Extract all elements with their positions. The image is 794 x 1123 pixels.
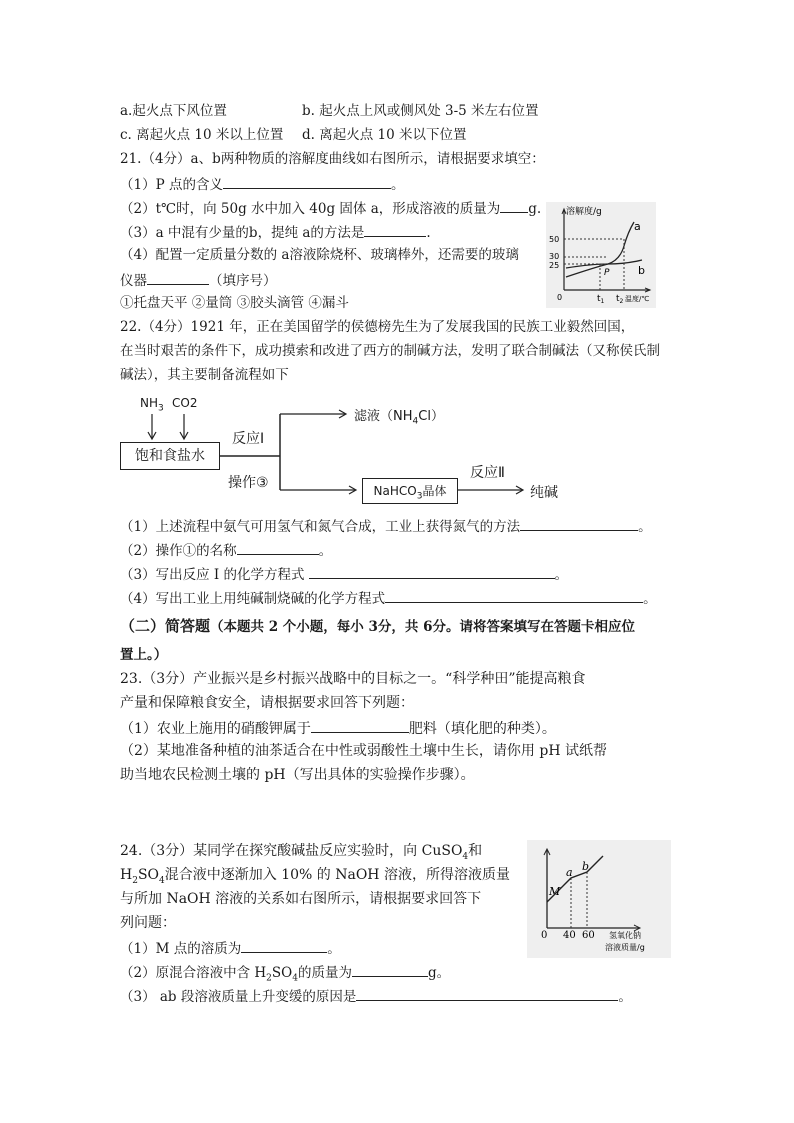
flow-operation3: 操作③ bbox=[228, 475, 269, 491]
q21-part2 bbox=[120, 198, 541, 218]
flow-co2: CO2 bbox=[172, 396, 198, 410]
tick-40: 40 bbox=[563, 930, 576, 941]
q23-part2a: （2）某地准备种植的油茶适合在中性或弱酸性土壤中生长，请你用 pH 试纸帮 bbox=[120, 743, 607, 759]
q24-part2: （2）原混合溶液中含 $H_2SO_4$的质量为 g。 bbox=[120, 962, 450, 988]
label-b: b bbox=[638, 264, 645, 277]
flow-brine-box: 饱和食盐水 bbox=[120, 442, 220, 470]
label-point-a: a bbox=[566, 866, 573, 879]
q22-part1-blank[interactable] bbox=[520, 516, 638, 531]
q22-part2-end: 。 bbox=[318, 543, 333, 559]
q23-stem1: 23.（3分）产业振兴是乡村振兴战略中的目标之一。“科学种田”能提高粮食 bbox=[120, 671, 586, 687]
q24-part1-end: 。 bbox=[327, 941, 341, 957]
tick-50: 50 bbox=[549, 235, 560, 244]
option-c: c. 离起火点 10 米以上位置 bbox=[120, 127, 284, 143]
q24-part1-blank[interactable] bbox=[241, 938, 327, 953]
section2-heading bbox=[120, 615, 635, 638]
section2-note2: 置上。） bbox=[120, 647, 168, 663]
q21-part1-text: （1）P 点的含义 bbox=[120, 177, 223, 193]
flow-diagram bbox=[110, 392, 590, 510]
label-p: P bbox=[604, 268, 610, 278]
solubility-graph bbox=[546, 202, 656, 308]
origin-label: 0 bbox=[557, 293, 563, 302]
flow-crystal-box: NaHCO$_3$晶体 bbox=[362, 478, 458, 504]
q21-part4b-blank[interactable] bbox=[147, 270, 209, 285]
q21-part4b-end: （填序号） bbox=[209, 273, 277, 289]
q21-part2-text: （2）t℃时，向 50g 水中加入 40g 固体 a，形成溶液的质量为 bbox=[120, 201, 501, 217]
solubility-ylabel: 溶解度/g bbox=[566, 207, 602, 217]
q22-stem2: 在当时艰苦的条件下，成功摸索和改进了西方的制碱方法，发明了联合制碱法（又称侯氏制 bbox=[120, 343, 660, 359]
q24-part3-text: （3） ab 段溶液质量上升变缓的原因是 bbox=[120, 989, 357, 1005]
q21-part4b-text: 仪器 bbox=[120, 273, 147, 289]
q22-stem3: 碱法），其主要制备流程如下 bbox=[120, 367, 289, 383]
q23-part1-blank[interactable] bbox=[311, 718, 409, 733]
q21-part2-end: g. bbox=[528, 201, 542, 217]
tick-30: 30 bbox=[549, 252, 560, 261]
q24-part1-text: （1）M 点的溶质为 bbox=[120, 941, 242, 957]
q21-part3 bbox=[120, 222, 431, 242]
q22-part2 bbox=[120, 540, 332, 560]
naoh-graph-svg bbox=[527, 840, 671, 958]
q23-part1-text: （1）农业上施用的硝酸钾属于 bbox=[120, 721, 311, 737]
t2-label: $t_2$ bbox=[616, 294, 624, 305]
naoh-origin: 0 bbox=[541, 930, 548, 941]
q24-stem3: 与所加 NaOH 溶液的关系如右图所示，请根据要求回答下 bbox=[120, 891, 482, 907]
label-m: M bbox=[549, 885, 561, 898]
q22-part4 bbox=[120, 588, 657, 608]
q21-part3-end: . bbox=[426, 225, 431, 241]
q21-part1-blank[interactable] bbox=[223, 174, 391, 189]
q23-part1-end: 肥料（填化肥的种类）。 bbox=[408, 721, 556, 737]
q21-part4a: （4）配置一定质量分数的 a溶液除烧杯、玻璃棒外，还需要的玻璃 bbox=[120, 247, 519, 263]
q22-part4-blank[interactable] bbox=[385, 588, 643, 603]
t1-label: $t_1$ bbox=[597, 294, 605, 305]
q24-stem2: $H_2SO_4$混合液中逐渐加入 10% 的 NaOH 溶液，所得溶液质量 bbox=[120, 867, 510, 886]
option-a: a.起火点下风位置 bbox=[120, 103, 227, 119]
q21-part1 bbox=[120, 174, 404, 194]
q22-part4-text: （4）写出工业上用纯碱制烧碱的化学方程式 bbox=[120, 591, 386, 607]
option-b: b. 起火点上风或侧风处 3-5 米左右位置 bbox=[302, 103, 539, 119]
q24-stem1: 24.（3分）某同学在探究酸碱盐反应实验时，向 CuSO$_4$和 bbox=[120, 843, 483, 862]
solubility-graph-svg bbox=[546, 202, 656, 308]
label-point-b: b bbox=[582, 860, 590, 873]
naoh-xlabel1: 氢氧化钠 bbox=[609, 931, 641, 940]
q22-part3 bbox=[120, 564, 568, 584]
q23-part2b: 助当地农民检测土壤的 pH（写出具体的实验操作步骤）。 bbox=[120, 767, 475, 783]
flow-reaction1: 反应Ⅰ bbox=[232, 431, 265, 447]
q22-part3-text: （3）写出反应 I 的化学方程式 bbox=[120, 567, 305, 583]
flow-reaction2: 反应Ⅱ bbox=[470, 465, 505, 481]
q24-part3-blank[interactable] bbox=[356, 986, 618, 1001]
q24-part1 bbox=[120, 938, 341, 958]
q21-part3-blank[interactable] bbox=[364, 222, 426, 237]
q21-choices: ①托盘天平 ②量筒 ③胶头滴管 ④漏斗 bbox=[120, 295, 349, 311]
section2-note: （本题共 2 个小题，每小 3分，共 6分。请将答案填写在答题卡相应位 bbox=[210, 619, 635, 635]
q22-stem1: 22.（4分）1921 年，正在美国留学的侯德榜先生为了发展我国的民族工业毅然回国， bbox=[120, 319, 635, 335]
q23-stem2: 产量和保障粮食安全，请根据要求回答下列题： bbox=[120, 695, 414, 711]
q22-part1-text: （1）上述流程中氨气可用氢气和氮气合成，工业上获得氮气的方法 bbox=[120, 519, 521, 535]
naoh-xlabel2: 溶液质量/g bbox=[605, 943, 645, 952]
flow-filtrate: 滤液$(NH_4Cl)$ bbox=[354, 409, 444, 427]
q22-part3-blank[interactable] bbox=[309, 564, 555, 579]
q21-part4b bbox=[120, 270, 277, 290]
tick-25: 25 bbox=[549, 261, 560, 270]
naoh-graph bbox=[527, 840, 671, 958]
q22-part2-text: （2）操作①的名称 bbox=[120, 543, 237, 559]
q21-part1-end: 。 bbox=[390, 177, 405, 193]
temp-xlabel: 温度/℃ bbox=[625, 295, 650, 303]
q24-stem4: 列问题： bbox=[120, 915, 176, 931]
q22-part3-end: 。 bbox=[554, 567, 569, 583]
q21-part2-blank[interactable] bbox=[500, 198, 528, 213]
option-d: d. 离起火点 10 米以下位置 bbox=[302, 127, 467, 143]
q24-part3 bbox=[120, 986, 632, 1006]
q21-part3-text: （3）a 中混有少量的b，提纯 a的方法是 bbox=[120, 225, 365, 241]
q22-part1 bbox=[120, 516, 652, 536]
q22-part1-end: 。 bbox=[638, 519, 652, 535]
section2-title: （二）简答题 bbox=[120, 617, 211, 635]
flow-nh3: $NH_3$ bbox=[140, 396, 164, 414]
q24-part2-blank[interactable] bbox=[352, 962, 428, 977]
q23-part1 bbox=[120, 718, 556, 738]
tick-60: 60 bbox=[582, 930, 595, 941]
q22-part2-blank[interactable] bbox=[237, 540, 319, 555]
q22-part4-end: 。 bbox=[643, 591, 657, 607]
q24-part3-end: 。 bbox=[618, 989, 632, 1005]
flow-soda: 纯碱 bbox=[530, 485, 558, 501]
q21-stem: 21.（4分）a、b两种物质的溶解度曲线如右图所示，请根据要求填空： bbox=[120, 151, 545, 167]
label-a: a bbox=[634, 220, 641, 233]
